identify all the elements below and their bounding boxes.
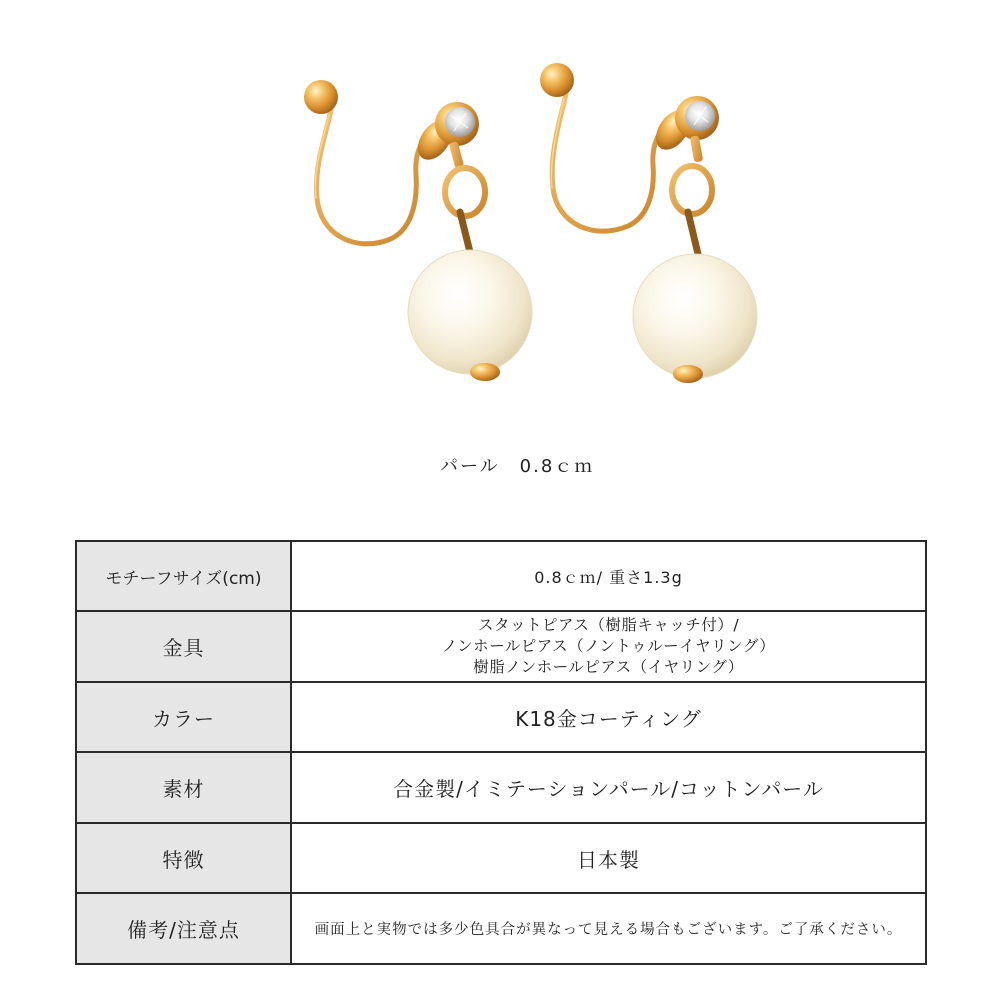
table-row	[76, 541, 926, 611]
spec-value-line: 日本製	[577, 847, 640, 872]
table-row	[76, 823, 926, 893]
spec-value-line: スタットピアス（樹脂キャッチ付）/	[477, 616, 740, 634]
pearl	[408, 250, 532, 374]
table-row	[76, 893, 926, 964]
spec-value-notes	[291, 893, 926, 964]
pearl-end-bead	[673, 365, 703, 383]
spec-label-fittings: 金具	[76, 611, 291, 682]
left-earring	[304, 80, 532, 381]
right-earring	[540, 63, 757, 383]
spec-value-line: ノンホールピアス（ノントゥルーイヤリング）	[441, 637, 776, 655]
spec-value-material	[291, 752, 926, 823]
gold-ball	[540, 63, 574, 97]
spec-value-feature	[291, 823, 926, 893]
jump-ring	[672, 166, 712, 214]
clip-wire	[552, 94, 662, 231]
spec-value-line: K18金コーティング	[515, 706, 702, 731]
spec-label-notes: 備考/注意点	[76, 893, 291, 964]
gold-ball	[304, 80, 338, 114]
clip-wire	[317, 110, 424, 244]
pearl	[633, 254, 757, 378]
table-row	[76, 682, 926, 752]
spec-value-fittings	[291, 611, 926, 682]
spec-value-line: 画面上と実物では多少色具合が異なって見える場合もございます。ご了承ください。	[314, 922, 903, 938]
product-photo	[0, 0, 1000, 420]
pearl-end-bead	[470, 363, 500, 381]
spec-label-feature: 特徴	[76, 823, 291, 893]
jump-ring	[445, 168, 485, 216]
pearl-pin	[688, 212, 698, 254]
spec-value-line: 樹脂ノンホールピアス（イヤリング）	[473, 658, 744, 676]
table-row	[76, 752, 926, 823]
spec-label-motif-size: モチーフサイズ(cm)	[76, 541, 291, 611]
spec-value-line: 合金製/イミテーションパール/コットンパール	[393, 777, 824, 801]
spec-value-motif-size	[291, 541, 926, 611]
spec-table	[75, 540, 927, 965]
spec-value-color	[291, 682, 926, 752]
product-caption: パール 0.8ｃｍ	[440, 456, 595, 477]
table-row	[76, 611, 926, 682]
spec-value-line: 0.8ｃｍ/ 重さ1.3g	[534, 567, 683, 587]
spec-label-material: 素材	[76, 752, 291, 823]
spec-label-color: カラー	[76, 682, 291, 752]
